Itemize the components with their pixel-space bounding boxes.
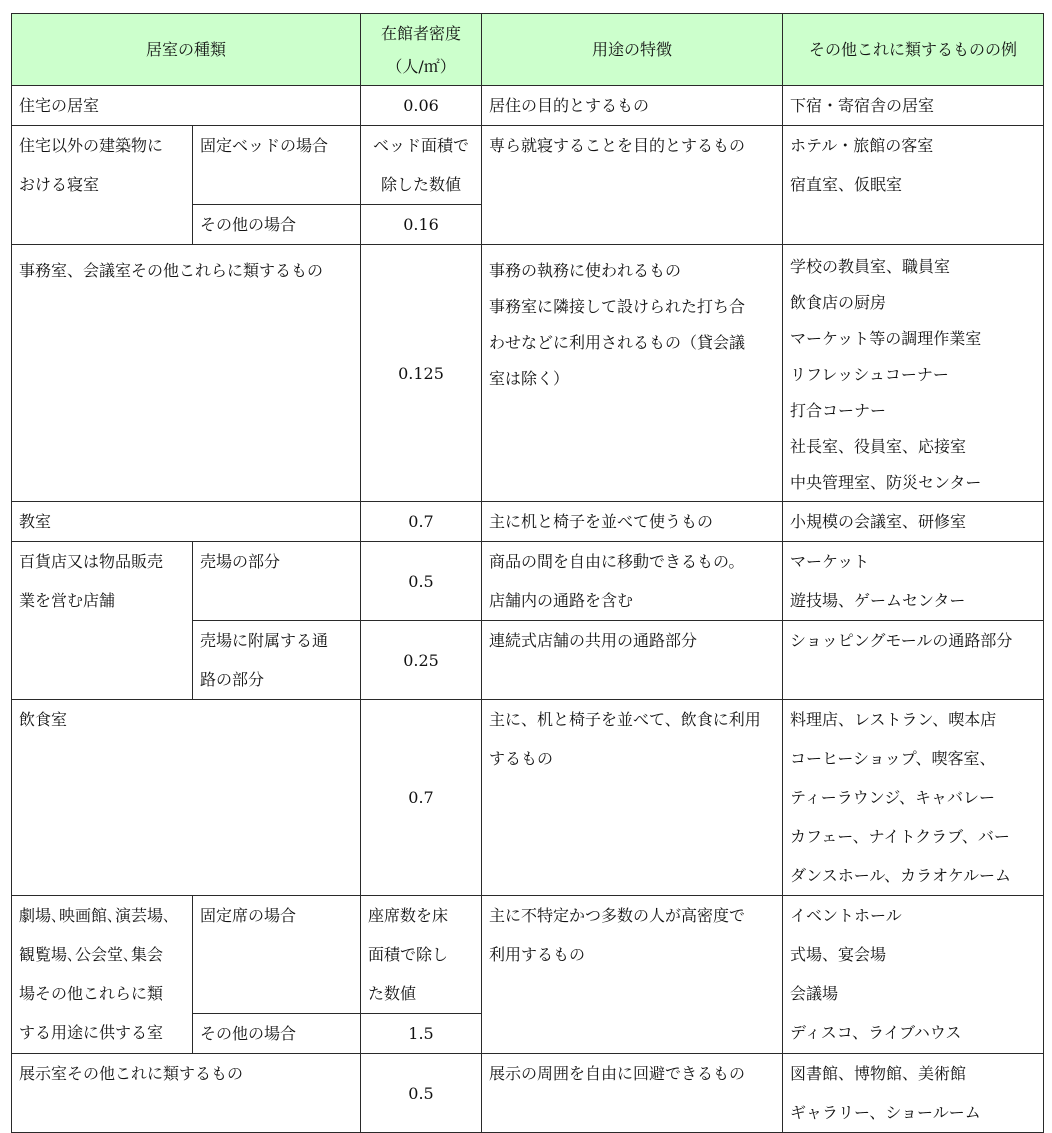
example-item: リフレッシュコーナー: [790, 365, 949, 384]
example-item: ギャラリー、ショールーム: [790, 1103, 981, 1122]
room-type-cell: 住宅の居室: [12, 86, 361, 126]
feature-cell: [482, 542, 783, 621]
density-cell: 0.06: [361, 86, 482, 126]
feature-cell: [482, 700, 783, 896]
examples-cell: [783, 700, 1044, 896]
room-type-cell: 事務室、会議室その他これらに類するもの: [12, 245, 361, 502]
example-item: 学校の教員室、職員室: [790, 257, 951, 276]
header-density: [361, 14, 482, 86]
example-item: 図書館、博物館、美術館: [790, 1064, 967, 1083]
header-density-label: 在館者密度: [381, 23, 462, 43]
feature-cell: 専ら就寝することを目的とするもの: [482, 126, 783, 245]
feature-line: 室は除く）: [489, 369, 570, 388]
examples-cell: [783, 896, 1044, 1054]
example-item: マーケット等の調理作業室: [790, 329, 982, 348]
room-type-cell: 展示室その他これに類するもの: [12, 1054, 361, 1133]
table-row: [12, 86, 1044, 126]
example-item: 会議場: [790, 984, 839, 1003]
table-row: [12, 502, 1044, 542]
room-type-cell: [12, 542, 193, 700]
example-item: 打合コーナー: [790, 401, 887, 420]
room-type-line: おける寝室: [19, 175, 100, 194]
feature-cell: [482, 245, 783, 502]
header-density-unit: （人/㎡）: [386, 56, 456, 76]
example-item: 小規模の会議室、研修室: [790, 512, 967, 531]
feature-line: 事務の執務に使われるもの: [489, 261, 682, 280]
room-type-line: 観覧場､公会堂､集会: [19, 945, 164, 964]
header-feature: 用途の特徴: [482, 14, 783, 86]
density-line: た数値: [368, 984, 417, 1003]
sub-type-cell: 固定ベッドの場合: [193, 126, 361, 205]
example-item: ダンスホール、カラオケルーム: [790, 866, 1011, 885]
density-cell: 0.5: [361, 1054, 482, 1133]
example-item: ホテル・旅館の客室: [790, 136, 934, 155]
example-item: 下宿・寄宿舎の居室: [790, 96, 935, 115]
room-type-line: 劇場､映画館､演芸場､: [19, 906, 172, 925]
density-line: 座席数を床: [368, 906, 449, 925]
example-item: 社長室、役員室、応接室: [790, 437, 967, 456]
density-cell: 0.7: [361, 700, 482, 896]
room-type-line: 業を営む店舗: [19, 591, 116, 610]
density-line: 除した数値: [381, 175, 462, 194]
example-item: 飲食店の厨房: [790, 293, 887, 312]
feature-line: 商品の間を自由に移動できるもの。: [489, 552, 745, 571]
sub-type-cell: 売場の部分: [193, 542, 361, 621]
sub-type-cell: その他の場合: [193, 1014, 361, 1054]
room-type-line: する用途に供する室: [19, 1023, 164, 1042]
example-item: 中央管理室、防災センター: [790, 473, 982, 492]
example-item: マーケット: [790, 552, 870, 571]
table-row: [12, 700, 1044, 896]
sub-type-cell: [193, 621, 361, 700]
example-item: ティーラウンジ、キャバレー: [790, 788, 996, 807]
room-type-cell: 飲食室: [12, 700, 361, 896]
feature-line: 利用するもの: [489, 945, 586, 964]
examples-cell: [783, 126, 1044, 245]
examples-cell: [783, 245, 1044, 502]
feature-line: するもの: [489, 749, 554, 768]
example-item: カフェー、ナイトクラブ、バー: [790, 827, 1010, 846]
table-row: [12, 126, 1044, 205]
feature-cell: 居住の目的とするもの: [482, 86, 783, 126]
example-item: 遊技場、ゲームセンター: [790, 591, 966, 610]
example-item: ディスコ、ライブハウス: [790, 1023, 962, 1042]
density-line: 面積で除し: [368, 945, 449, 964]
feature-cell: 主に机と椅子を並べて使うもの: [482, 502, 783, 542]
room-type-line: 場その他これらに類: [19, 984, 164, 1003]
room-type-cell: 教室: [12, 502, 361, 542]
feature-cell: 連続式店舗の共用の通路部分: [482, 621, 783, 700]
table-row: [12, 542, 1044, 621]
density-cell: 0.7: [361, 502, 482, 542]
sub-type-line: 売場に附属する通: [200, 631, 329, 650]
feature-line: 店舗内の通路を含む: [489, 591, 634, 610]
example-item: 式場、宴会場: [790, 945, 887, 964]
examples-cell: [783, 502, 1044, 542]
sub-type-cell: その他の場合: [193, 205, 361, 245]
feature-cell: [482, 896, 783, 1054]
occupant-density-table: [11, 13, 1044, 1133]
density-cell: [361, 126, 482, 205]
examples-cell: ショッピングモールの通路部分: [783, 621, 1044, 700]
feature-line: わせなどに利用されるもの（貸会議: [489, 333, 746, 352]
density-cell: 0.16: [361, 205, 482, 245]
density-cell: 0.125: [361, 245, 482, 502]
example-item: 宿直室、仮眠室: [790, 175, 903, 194]
density-cell: 0.25: [361, 621, 482, 700]
density-cell: 1.5: [361, 1014, 482, 1054]
example-item: イベントホール: [790, 906, 902, 925]
room-type-cell: [12, 896, 193, 1054]
example-item: 料理店、レストラン、喫本店: [790, 710, 997, 729]
feature-cell: 展示の周囲を自由に回避できるもの: [482, 1054, 783, 1133]
header-row: [12, 14, 1044, 86]
feature-line: 主に不特定かつ多数の人が高密度で: [489, 906, 746, 925]
header-examples: その他これに類するものの例: [783, 14, 1044, 86]
sub-type-cell: 固定席の場合: [193, 896, 361, 1014]
table-row: [12, 1054, 1044, 1133]
density-cell: [361, 896, 482, 1014]
feature-line: 事務室に隣接して設けられた打ち合: [489, 297, 746, 316]
room-type-line: 住宅以外の建築物に: [19, 136, 164, 155]
table-row: [12, 245, 1044, 502]
examples-cell: [783, 542, 1044, 621]
sub-type-line: 路の部分: [200, 670, 265, 689]
density-line: ベッド面積で: [373, 136, 470, 155]
table-row: [12, 896, 1044, 1014]
room-type-line: 百貨店又は物品販売: [19, 552, 164, 571]
example-item: コーヒーショップ、喫客室、: [790, 749, 996, 768]
feature-line: 主に、机と椅子を並べて、飲食に利用: [489, 710, 761, 729]
header-room-type: 居室の種類: [12, 14, 361, 86]
room-type-cell: [12, 126, 193, 245]
examples-cell: [783, 86, 1044, 126]
examples-cell: [783, 1054, 1044, 1133]
density-cell: 0.5: [361, 542, 482, 621]
